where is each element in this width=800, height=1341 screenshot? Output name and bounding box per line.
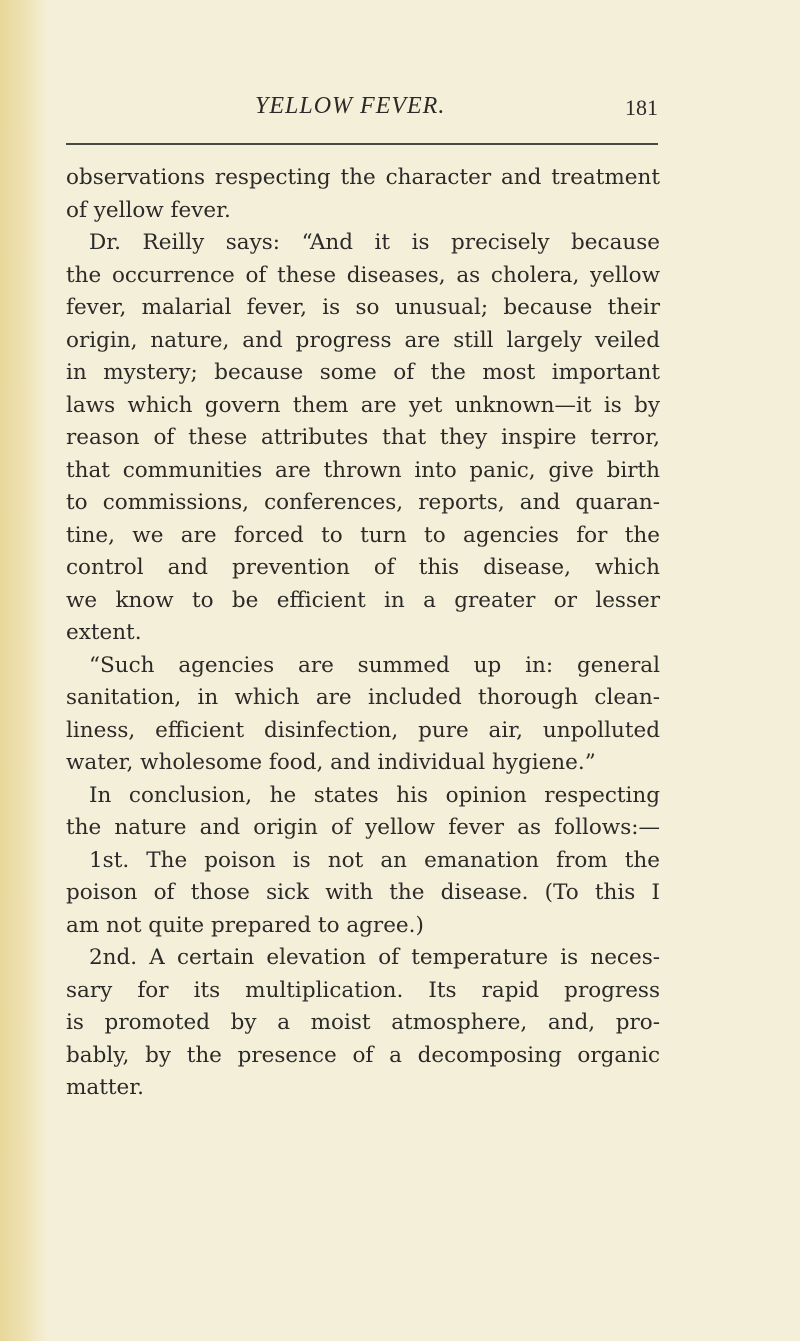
text-line: laws which govern them are yet unknown—it is by [66,392,660,418]
text-line: sary for its multiplication. Its rapid progress [66,977,660,1003]
text-line: the nature and origin of yellow fever as follows:— [66,815,660,840]
text-line: control and prevention of this disease, which [66,555,660,580]
text-line: water, wholesome food, and individual hygiene.” [66,750,596,775]
text-line: the occurrence of these diseases, as cholera, yellow [66,262,660,288]
text-line: liness, efficient disinfection, pure air, unpolluted [66,717,660,743]
page-number: 181 [625,95,658,120]
text-line: tine, we are forced to turn to agencies for the [66,522,660,548]
text-line: Dr. Reilly says: “And it is precisely because [89,230,660,255]
text-line: “Such agencies are summed up in: general [89,652,660,678]
text-line: reason of these attributes that they inspire terror, [66,425,660,450]
text-line: poison of those sick with the disease. (To this I [66,880,660,905]
text-line: we know to be efficient in a greater or lesser [66,587,660,613]
text-line: fever, malarial fever, is so unusual; because their [66,295,660,320]
text-line: of yellow fever. [66,197,231,223]
page-edge-shadow [0,0,48,1341]
header-rule [66,143,658,145]
text-line: bably, by the presence of a decomposing organic [66,1042,660,1068]
text-line: origin, nature, and progress are still largely veiled [66,327,660,353]
text-line: sanitation, in which are included thorough clean- [66,685,660,710]
text-line: 2nd. A certain elevation of temperature is neces- [89,945,660,970]
body-text [66,162,660,1105]
text-line: is promoted by a moist atmosphere, and, pro- [66,1010,660,1035]
page-header [66,93,658,129]
text-line: extent. [66,620,142,645]
text-line: 1st. The poison is not an emanation from the [89,847,660,873]
running-title: YELLOW FEVER. [255,93,446,119]
text-line: that communities are thrown into panic, give birth [66,457,660,483]
text-line: am not quite prepared to agree.) [66,912,424,938]
text-line: observations respecting the character and treatment [66,165,660,190]
text-line: in mystery; because some of the most important [66,360,660,385]
text-line: to commissions, conferences, reports, and quaran- [66,490,660,515]
text-line: matter. [66,1075,144,1100]
text-line: In conclusion, he states his opinion respecting [89,782,660,808]
